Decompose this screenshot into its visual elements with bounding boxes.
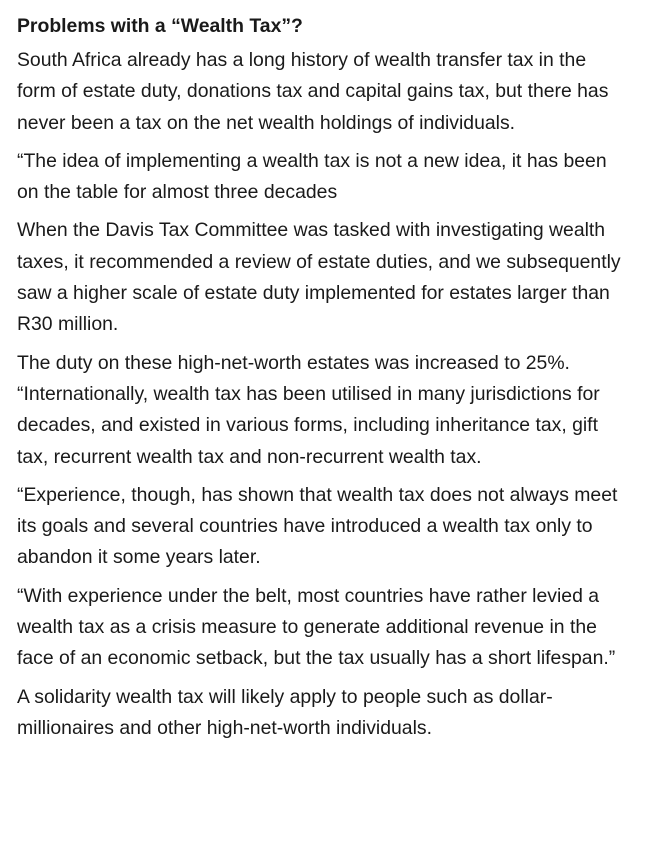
paragraph-crisis-measure: “With experience under the belt, most countries have rather levied a wealth tax as a crisis measure to generate additional revenue in the face of an economic setback, but the tax usually has a short lifespan.” [17, 584, 616, 670]
paragraph-history: South Africa already has a long history of wealth transfer tax in the form of estate duty, donations tax and capital gains tax, but there has never been a tax on the net wealth holdings of individuals. [17, 49, 609, 134]
paragraph-duty-increase: The duty on these high-net-worth estates was increased to 25%. “Internationally, wealth tax has been utilised in many jurisdictions for decades, and existed in various forms, including inheritance tax, gift tax, recurrent wealth tax and non-recurrent wealth tax. [17, 351, 600, 468]
article-title: Problems with a “Wealth Tax”? [17, 15, 303, 37]
paragraph-davis-committee: When the Davis Tax Committee was tasked with investigating wealth taxes, it recommended a review of estate duties, and we subsequently saw a higher scale of estate duty implemented for estates larger than R30 million. [17, 219, 621, 336]
article-body [17, 12, 629, 751]
paragraph-idea: “The idea of implementing a wealth tax is not a new idea, it has been on the table for almost three decades [17, 149, 607, 204]
paragraph-experience: “Experience, though, has shown that wealth tax does not always meet its goals and several countries have introduced a wealth tax only to abandon it some years later. [17, 483, 618, 569]
paragraph-solidarity-tax: A solidarity wealth tax will likely apply to people such as dollar-millionaires and other high-net-worth individuals. [17, 685, 553, 739]
